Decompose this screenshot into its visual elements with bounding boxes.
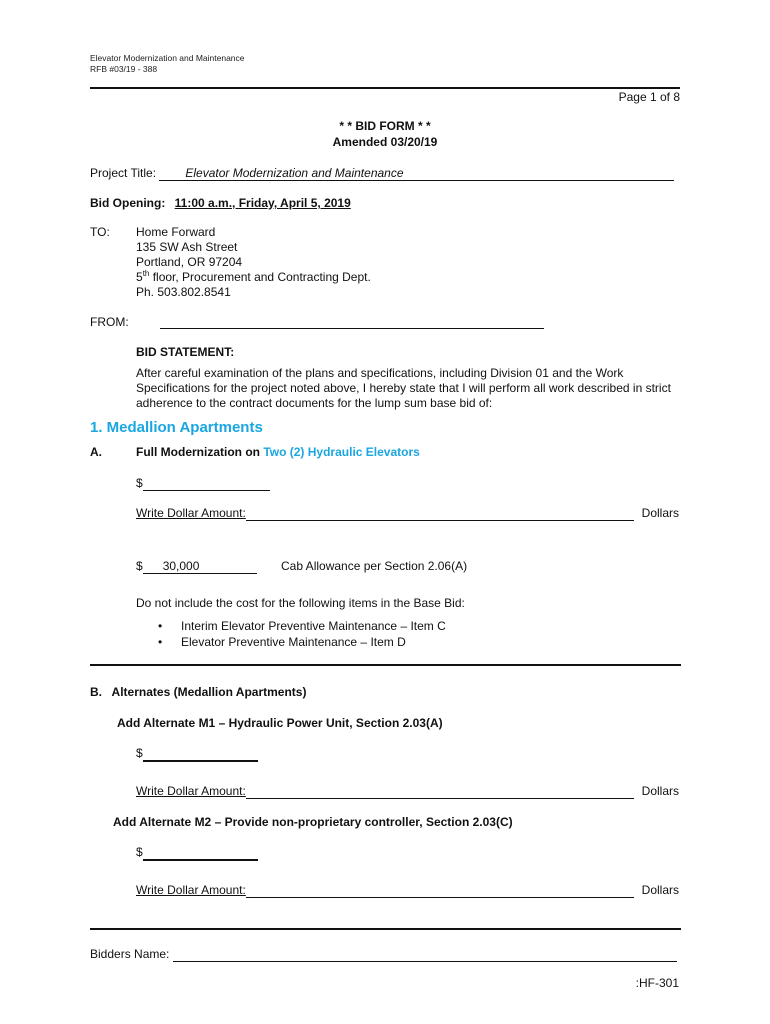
m1-words-row xyxy=(136,784,634,799)
dollars-label: Dollars xyxy=(641,506,679,520)
floor-suffix: th xyxy=(142,269,150,278)
project-title-row xyxy=(90,166,674,181)
bidders-name-label: Bidders Name: xyxy=(90,947,170,961)
exclusion-item-2: Elevator Preventive Maintenance – Item D xyxy=(181,635,406,649)
amended-date: Amended 03/20/19 xyxy=(332,135,438,149)
to-line-3: Portland, OR 97204 xyxy=(136,255,243,269)
project-title-value: Elevator Modernization and Maintenance xyxy=(185,166,404,180)
allowance-label: Cab Allowance per Section 2.06(A) xyxy=(281,559,468,573)
m1-words-field[interactable] xyxy=(246,784,634,799)
dollar-sign: $ xyxy=(136,845,143,859)
floor-text: floor, Procurement and Contracting Dept. xyxy=(152,270,371,284)
page-number: Page 1 of 8 xyxy=(618,90,680,104)
dollar-sign: $ xyxy=(136,746,143,760)
from-field[interactable] xyxy=(160,315,544,329)
allowance-row xyxy=(136,559,257,574)
base-bid-words-field[interactable] xyxy=(246,506,634,521)
to-label: TO: xyxy=(90,225,110,239)
section-a-heading xyxy=(136,445,420,459)
m1-amount-field[interactable] xyxy=(143,746,258,762)
project-title-label: Project Title: xyxy=(90,166,157,180)
form-code: :HF-301 xyxy=(635,976,679,990)
bid-opening-row xyxy=(90,196,351,210)
to-line-2: 135 SW Ash Street xyxy=(136,240,238,254)
section-divider xyxy=(90,664,681,666)
form-title: * * BID FORM * * xyxy=(339,119,431,133)
bidders-name-row xyxy=(90,947,677,962)
bullet-icon: • xyxy=(158,635,163,649)
m2-amount-row xyxy=(136,845,258,861)
bid-statement-body: After careful examination of the plans and specifications, including Division 01 and the Work Specifications for the project noted above, I hereby state that I will perform all work described in strict adherence to the contract documents for the lump sum base bid of: xyxy=(136,366,671,410)
bidders-name-field[interactable] xyxy=(173,947,677,962)
allowance-value: 30,000 xyxy=(162,559,200,573)
dollars-label: Dollars xyxy=(641,784,679,798)
to-line-1: Home Forward xyxy=(136,225,216,239)
bid-statement-heading: BID STATEMENT: xyxy=(136,345,235,359)
m1-amount-row xyxy=(136,746,258,762)
allowance-field[interactable] xyxy=(143,559,257,574)
m2-words-field[interactable] xyxy=(246,883,634,898)
write-dollar-label: Write Dollar Amount: xyxy=(136,883,246,897)
header-rule xyxy=(90,87,680,89)
floor-number: 5 xyxy=(136,270,143,284)
from-label: FROM: xyxy=(90,315,129,329)
section-a-letter: A. xyxy=(90,445,102,459)
doc-header-rfb: RFB #03/19 - 388 xyxy=(90,64,158,74)
bid-opening-value: 11:00 a.m., Friday, April 5, 2019 xyxy=(174,196,351,210)
doc-header-title: Elevator Modernization and Maintenance xyxy=(90,53,245,63)
dollar-sign: $ xyxy=(136,476,143,490)
project-title-field[interactable] xyxy=(159,166,674,181)
section-a-label: Full Modernization on xyxy=(136,445,260,459)
to-line-5: Ph. 503.802.8541 xyxy=(136,285,231,299)
dollar-sign: $ xyxy=(136,559,143,573)
write-dollar-label: Write Dollar Amount: xyxy=(136,784,246,798)
exclusion-item-1: Interim Elevator Preventive Maintenance – Item C xyxy=(181,619,446,633)
base-bid-words-row xyxy=(136,506,634,521)
bid-opening-label: Bid Opening: xyxy=(90,196,166,210)
section-a-accent: Two (2) Hydraulic Elevators xyxy=(263,445,420,459)
base-bid-amount-row xyxy=(136,476,270,491)
exclude-note: Do not include the cost for the following items in the Base Bid: xyxy=(136,596,465,610)
dollars-label: Dollars xyxy=(641,883,679,897)
to-line-4 xyxy=(136,269,371,284)
alternate-m2-heading: Add Alternate M2 – Provide non-proprietary controller, Section 2.03(C) xyxy=(113,815,513,829)
footer-divider xyxy=(90,928,681,930)
section-b-heading: B. Alternates (Medallion Apartments) xyxy=(90,685,307,699)
write-dollar-label: Write Dollar Amount: xyxy=(136,506,246,520)
bullet-icon: • xyxy=(158,619,163,633)
m2-amount-field[interactable] xyxy=(143,845,258,861)
alternate-m1-heading: Add Alternate M1 – Hydraulic Power Unit, Section 2.03(A) xyxy=(117,716,443,730)
base-bid-amount-field[interactable] xyxy=(143,476,270,491)
m2-words-row xyxy=(136,883,634,898)
section-1-heading: 1. Medallion Apartments xyxy=(90,419,263,436)
